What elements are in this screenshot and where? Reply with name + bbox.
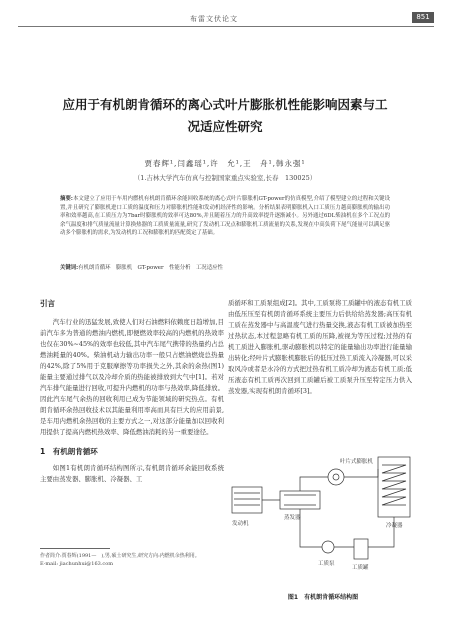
abstract-label: 摘要:: [60, 196, 73, 202]
expander-label: 叶片式膨胀机: [340, 459, 374, 465]
abstract: [60, 195, 390, 238]
expander-block: [328, 469, 344, 485]
footnote-rule: [40, 548, 110, 549]
running-header: [0, 10, 450, 32]
evaporator-label: 蒸发器: [284, 515, 301, 521]
footnote: [40, 552, 224, 568]
tank-block: [354, 539, 368, 559]
author-email: E-mail: jiachunhui@163.com: [40, 561, 113, 567]
figure-caption: 图1 有机朗肯循环结构图: [287, 594, 359, 601]
pump-label: 工质泵: [318, 561, 335, 567]
engine-block: [232, 487, 262, 513]
section-1-paragraph: 如图1有机朗肯循环结构图所示,有机朗肯循环余能回收系统主要由蒸发器、膨胀机、冷凝器、工: [40, 464, 224, 483]
affiliation: （1.吉林大学汽车仿真与控制国家重点实验室,长春 130025）: [133, 174, 317, 182]
section-1-heading: 1 有机朗肯循环: [40, 447, 98, 456]
keywords: [60, 263, 390, 271]
author-bio: 作者简介:贾春辉(1991— ),男,硕士研究生,研究方向:内燃机余热利用。: [40, 553, 200, 559]
tank-label: 工质罐: [352, 565, 369, 571]
paper-title-line-2: 况适应性研究: [187, 119, 263, 134]
engine-label: 发动机: [232, 521, 249, 527]
page-number: 851: [412, 12, 434, 23]
header-rule: [18, 26, 434, 27]
pump-block: [322, 541, 334, 553]
intro-heading: 引言: [40, 299, 55, 308]
left-column: [40, 298, 224, 485]
authors: 贾春辉¹,闫鑫瑶¹,许 允¹,王 舟¹,韩永强¹: [144, 159, 306, 168]
keywords-text: 有机朗肯循环 膨胀机 GT-power 性能分析 工况适应性: [78, 265, 223, 271]
paper-title-line-1: 应用于有机朗肯循环的离心式叶片膨胀机性能影响因素与工: [62, 97, 388, 112]
condenser-block: [378, 457, 410, 517]
orc-diagram: [228, 447, 418, 577]
right-paragraph: 质循环和工质泵组成[2]。其中,工质泵将工质罐中的液态有机工质由低压压至有机朗肯循环系统主要压力后供给给蒸发器;高压有机工质在蒸发器中与高温废气进行热量交换,液态有机工质被加热至过热状态,本过程忽略有机工质的压降,被视为等压过程;过热的有机工质进入膨胀机,驱动膨胀机以特定的能量输出功率进行能量输出转化;经叶片式膨胀机膨胀后的低压过热工质流入冷凝器,可以采取风冷或者是水冷的方式把过热有机工质冷却为液态有机工质;低压液态有机工质再次回到工质罐后被工质泵升压至特定压力供入蒸发器,实现有机朗肯循环[3]。: [228, 299, 412, 395]
intro-paragraph: 汽车行业的迅猛发展,致使人们对石油燃料依赖度日趋增加,目前汽车多为普通的燃油内燃机,即便燃效率较高的内燃机的热效率也仅在30%~45%的效率也较低,其中汽车尾气携带的热量约占总燃油耗量的40%。柴油机动力输出功率一般只占燃油燃烧总热量的42%,除了5%用于克服摩擦等功率损失之外,其余的余热(图1)能量主要通过排气以及冷却介质的热能被排放到大气中[1]。若对汽车排气能量进行回收,可提升内燃机的功率与热效率,降低排放。因此汽车尾气余热的回收利用已成为节能领域的研究热点。有机朗肯循环余热回收技术以其能量利用率高而具有巨大的应用前景,是车用内燃机余热回收的主要方式之一,对这部分能量加以回收利用提供了提高内燃机热效率、降低燃油消耗的另一重要途径。: [40, 318, 224, 436]
abstract-text: 本文建立了应用于车用内燃机有机朗肯循环余能回收系统的离心式叶片膨胀机GT-power的仿真模型,介绍了模型建立的过程和关键设置,并且研究了膨胀机进口工质的温度和压力对膨胀机性能和发动机经济性的影响。分析结果表明膨胀机入口工质压力越高膨胀机的输出功率和效率越高,在工质压力为7bar时膨胀机的效率可达80%,并且随着压力的升高效率提升逐渐减小。另外通过6DL柴油机在多个工况点的余气温度和排气质量流量计算换热器的工质质量流量,研究了发动机工况点和膨胀机工质流量的关系,发现在中高负荷下尾气能量可以满足驱动多个膨胀机的需求,为发动机的工况和膨胀机的匹配奠定了基础。: [60, 196, 390, 236]
condenser-label: 冷凝器: [386, 523, 403, 529]
right-column: [228, 298, 412, 397]
keywords-label: 关键词:: [60, 265, 79, 271]
journal-name: 布雷文伏论文: [190, 15, 238, 23]
evaporator-block: [280, 491, 320, 509]
